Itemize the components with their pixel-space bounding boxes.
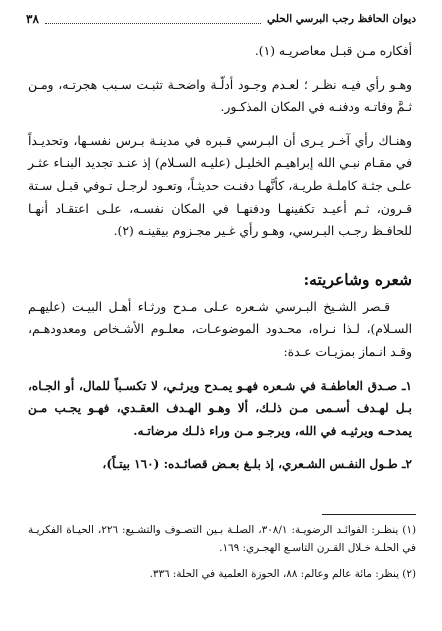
paragraph-3: وهنـاك رأي آخـر يـرى أن البـرسي قـبره في مدينـة بـرس نفسـها، وتحديـداً في مقـام نبـي الله إبراهيـم الخليـل (عليـه السـلام) إذ عنـد تجديد البنـاء عثـر علـى جثـة كاملـة طريـة، كأنَّهـا دفنـت حديثـاً، وتعـود لرجـل تـوفي قبـل سـتة قـرون، ثـم أعيـد تكفينهـا ودفنهـا في المكان نفسـه، علـى اعتقـاد أنهـا للحافـظ رجـب البـرسي، وهـو رأي غـير مجـزوم بيقينـه (٢).: [28, 133, 412, 239]
footnote-2: (٢) ينظر: مائة عالم وعالم: ٨٨، الحوزة العلمية في الحلة: ٣٣٦.: [149, 568, 416, 580]
main-text: [28, 40, 412, 476]
running-header: [26, 9, 416, 29]
section-heading: شعره وشاعريته:: [303, 269, 412, 289]
paragraph-6: ٢ـ طـول النفـس الشـعري، إذ بلـغ بعـض قصائـده: (١٦٠ بيتـاً)،: [102, 457, 412, 472]
paragraph-2: وهـو رأي فيـه نظـر ؛ لعـدم وجـود أدلّـة واضحـة تثبـت سـبب هجرتـه، ومـن ثـمَّ وفاتـه ودفنـه في المكان المذكـور.: [28, 77, 412, 115]
footnotes: [28, 514, 416, 583]
paragraph-5: ١ـ صـدق العاطفـة في شـعره فهـو يمـدح ويرثـي، لا تكسـباً للمال، أو الجـاه، بـل لهـدف أسـمى مـن ذلـك، ألا وهـو الهـدف العقـدي، فهـو يجـب مـن يمدحـه ويرثيـه في الله، ويرجـو مـن وراء ذلـك مرضاتـه.: [28, 378, 412, 438]
footnote-separator: [322, 514, 416, 515]
page-number: ٣٨: [26, 12, 39, 26]
footnote-1: (١) ينظـر: الفوائـد الرضويـة: ٣٠٨/١، الصلـة بـين التصـوف والتشـيع: ٢٢٦، الحيـاة الفكريـة في الحلـة خـلال القـرن التاسـع الهجـري: ١٦٩.: [28, 524, 416, 554]
paragraph-4: قـصر الشـيخ البـرسي شـعره عـلى مـدح ورثـاء أهـل البيـت (عليهـم السـلام)، لـذا نـراه، محـدود الموضوعـات، معلـوم الأشـخاص ومعدودهـم، وقـد انـماز بمزيـات عـدة:: [28, 299, 412, 359]
header-dotted-leader: [45, 15, 261, 24]
running-header-title: ديوان الحافظ رجب البرسي الحلي: [267, 13, 416, 25]
paragraph-1: أفكاره مـن قبـل معاصريـه (١).: [254, 44, 412, 58]
